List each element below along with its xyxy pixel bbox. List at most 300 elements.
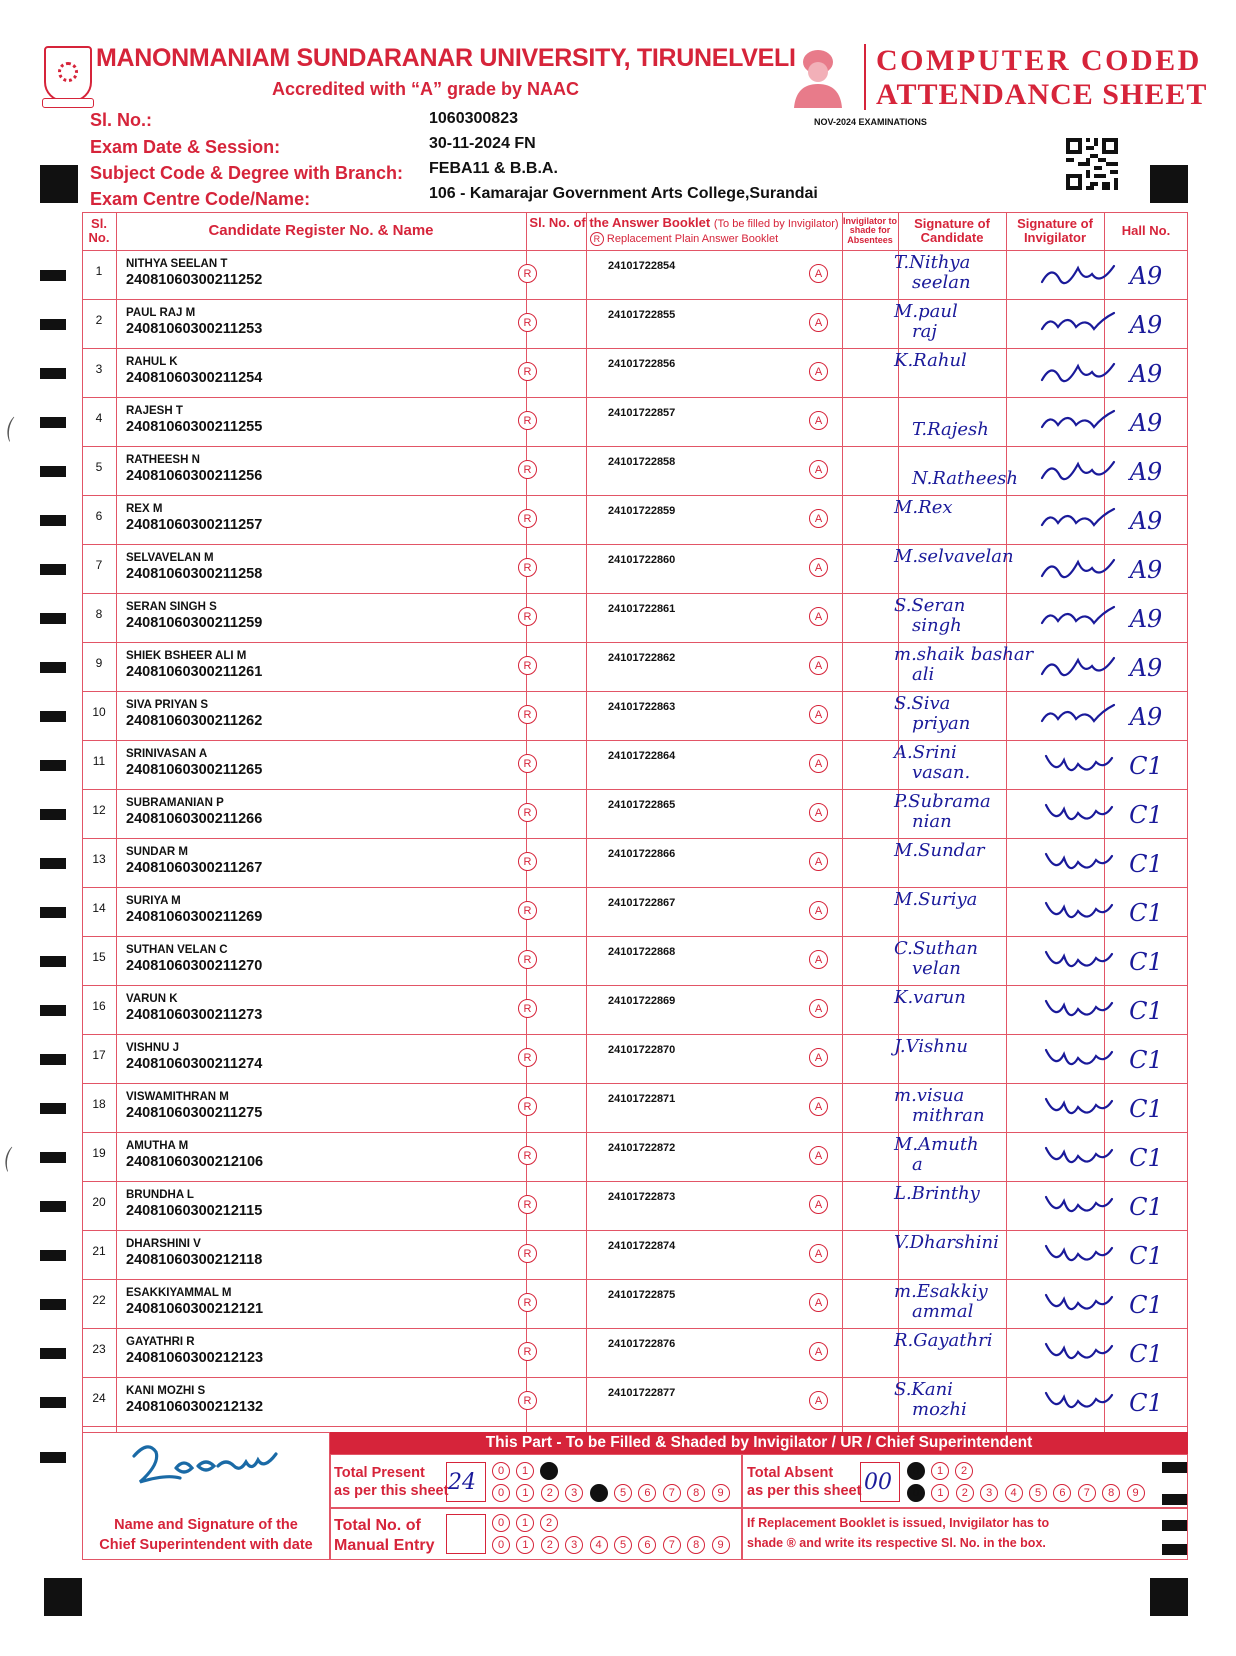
- replacement-bubble[interactable]: R: [518, 362, 537, 381]
- hall-number: C1: [1129, 1291, 1163, 1319]
- absent-units-bubble-4[interactable]: 4: [1005, 1484, 1023, 1502]
- replacement-bubble[interactable]: R: [518, 803, 537, 822]
- hall-number: C1: [1129, 1144, 1163, 1172]
- hall-number: A9: [1129, 360, 1163, 388]
- register-number: 24081060300211275: [126, 1105, 263, 1121]
- register-number: 24081060300211255: [126, 419, 263, 435]
- absent-units-bubble-0[interactable]: 0: [907, 1484, 925, 1502]
- candidate-signature-line-2: priyan: [912, 713, 971, 734]
- absent-tens-bubble-2[interactable]: 2: [955, 1462, 973, 1480]
- table-row: [82, 789, 1188, 838]
- row-sl-no: 15: [92, 950, 106, 964]
- table-row-line: [82, 1426, 1188, 1427]
- timing-mark: [40, 1152, 66, 1163]
- table-row: [82, 1377, 1188, 1426]
- manual-units-bubble-6[interactable]: 6: [638, 1536, 656, 1554]
- replacement-bubble[interactable]: R: [518, 1391, 537, 1410]
- booklet-number: 24101722871: [608, 1093, 676, 1105]
- timing-mark: [40, 1250, 66, 1261]
- hall-number: A9: [1129, 556, 1163, 584]
- manual-units-bubble-1[interactable]: 1: [516, 1536, 534, 1554]
- replacement-bubble[interactable]: R: [518, 313, 537, 332]
- chief-label-line-1: Name and Signature of the: [114, 1517, 298, 1533]
- row-sl-no: 13: [92, 852, 106, 866]
- absent-units-bubble-3[interactable]: 3: [980, 1484, 998, 1502]
- sl-no-value: 1060300823: [429, 110, 518, 127]
- col-header-booklet-note: (To be filled by Invigilator): [713, 217, 839, 230]
- replacement-bubble[interactable]: R: [518, 656, 537, 675]
- candidate-name: DHARSHINI V: [126, 1238, 201, 1250]
- table-row: [82, 1034, 1188, 1083]
- replacement-bubble[interactable]: R: [518, 852, 537, 871]
- register-number: 24081060300211261: [126, 664, 263, 680]
- manual-tens-bubble-0[interactable]: 0: [492, 1514, 510, 1532]
- hall-number: C1: [1129, 1389, 1163, 1417]
- timing-mark: [40, 760, 66, 771]
- timing-mark: [40, 711, 66, 722]
- candidate-signature-line-2: velan: [912, 958, 961, 979]
- present-units-bubble-0[interactable]: 0: [492, 1484, 510, 1502]
- registration-mark: [44, 1578, 82, 1616]
- booklet-number: 24101722860: [608, 554, 676, 566]
- candidate-name: SELVAVELAN M: [126, 552, 214, 564]
- booklet-number: 24101722859: [608, 505, 676, 517]
- table-row: [82, 544, 1188, 593]
- register-number: 24081060300211273: [126, 1007, 263, 1023]
- replacement-note-line-1: If Replacement Booklet is issued, Invigilator has to: [747, 1516, 1050, 1530]
- booklet-number: 24101722877: [608, 1387, 676, 1399]
- exam-date-value: 30-11-2024 FN: [429, 135, 536, 152]
- replacement-bubble[interactable]: R: [518, 1342, 537, 1361]
- candidate-signature-line-2: a: [912, 1154, 923, 1175]
- booklet-number: 24101722872: [608, 1142, 676, 1154]
- col-header-sig-invigilator: [1006, 212, 1104, 250]
- table-row: [82, 593, 1188, 642]
- table-row: [82, 691, 1188, 740]
- timing-mark: [40, 809, 66, 820]
- register-number: 24081060300211253: [126, 321, 263, 337]
- manual-tens-bubble-1[interactable]: 1: [516, 1514, 534, 1532]
- replacement-bubble[interactable]: R: [518, 264, 537, 283]
- absent-entry-value: 00: [864, 1470, 892, 1495]
- present-tens-bubble-0[interactable]: 0: [492, 1462, 510, 1480]
- absent-bubble[interactable]: A: [809, 901, 828, 920]
- col-header-replacement-text: Replacement Plain Answer Booklet: [606, 233, 779, 246]
- candidate-name: SUNDAR M: [126, 846, 188, 858]
- absent-units-bubble-7[interactable]: 7: [1078, 1484, 1096, 1502]
- timing-mark: [40, 368, 66, 379]
- margin-scribble: ⌒: [4, 415, 39, 447]
- timing-mark: [40, 1397, 66, 1408]
- table-row: [82, 1132, 1188, 1181]
- candidate-name: SRINIVASAN A: [126, 748, 208, 760]
- booklet-number: 24101722854: [608, 260, 676, 272]
- register-number: 24081060300211274: [126, 1056, 263, 1072]
- candidate-name: RAHUL K: [126, 356, 178, 368]
- attendance-table: [82, 212, 1188, 1432]
- absent-bubble[interactable]: A: [809, 1391, 828, 1410]
- manual-units-bubble-4[interactable]: 4: [590, 1536, 608, 1554]
- candidate-signature: R.Gayathri: [894, 1330, 993, 1351]
- table-row: [82, 397, 1188, 446]
- col-header-absentee-text: Invigilator to shade for Absentees: [843, 215, 897, 245]
- timing-mark: [40, 564, 66, 575]
- manual-entry-input[interactable]: [446, 1514, 486, 1554]
- founder-portrait-icon: [788, 44, 848, 108]
- candidate-name: RATHEESH N: [126, 454, 200, 466]
- qr-code-icon: [1066, 138, 1118, 190]
- booklet-number: 24101722862: [608, 652, 676, 664]
- replacement-bubble[interactable]: R: [518, 705, 537, 724]
- absent-bubble[interactable]: A: [809, 264, 828, 283]
- candidate-signature-line-2: N.Ratheesh: [912, 468, 1018, 489]
- col-header-hall: [1104, 212, 1188, 250]
- gear-emblem-icon: [58, 62, 78, 82]
- timing-mark: [40, 1452, 66, 1463]
- registration-mark: [1150, 1578, 1188, 1616]
- row-sl-no: 8: [95, 607, 103, 621]
- absent-tens-bubble-0[interactable]: 0: [907, 1462, 925, 1480]
- hall-number: C1: [1129, 752, 1163, 780]
- booklet-number: 24101722874: [608, 1240, 676, 1252]
- present-units-bubble-7[interactable]: 7: [663, 1484, 681, 1502]
- manual-label-line-2: Manual Entry: [334, 1537, 435, 1554]
- booklet-number: 24101722856: [608, 358, 676, 370]
- replacement-note-line-2: shade ® and write its respective Sl. No. in the box.: [747, 1536, 1046, 1550]
- booklet-number: 24101722870: [608, 1044, 676, 1056]
- timing-mark: [40, 466, 66, 477]
- absent-units-bubble-2[interactable]: 2: [956, 1484, 974, 1502]
- candidate-name: REX M: [126, 503, 163, 515]
- timing-mark: [40, 956, 66, 967]
- present-label-line-2: as per this sheet: [334, 1483, 449, 1499]
- register-number: 24081060300212115: [126, 1203, 263, 1219]
- table-row: [82, 642, 1188, 691]
- hall-number: A9: [1129, 507, 1163, 535]
- table-row: [82, 1181, 1188, 1230]
- absent-bubble[interactable]: A: [809, 852, 828, 871]
- row-sl-no: 21: [92, 1244, 106, 1258]
- candidate-signature: M.paul: [894, 301, 958, 322]
- booklet-number: 24101722857: [608, 407, 676, 419]
- candidate-signature: M.Suriya: [894, 889, 978, 910]
- manual-label-line-1: Total No. of: [334, 1517, 421, 1534]
- col-header-sig-candidate-text: Signature of Candidate: [914, 215, 990, 245]
- candidate-signature: M.Sundar: [894, 840, 985, 861]
- manual-units-bubble-8[interactable]: 8: [687, 1536, 705, 1554]
- absent-bubble[interactable]: A: [809, 558, 828, 577]
- manual-units-bubble-3[interactable]: 3: [565, 1536, 583, 1554]
- absent-bubble[interactable]: A: [809, 607, 828, 626]
- row-sl-no: 6: [95, 509, 103, 523]
- invigilator-section-bar: This Part - To be Filled & Shaded by Invigilator / UR / Chief Superintendent: [330, 1432, 1188, 1454]
- candidate-name: VARUN K: [126, 993, 178, 1005]
- register-number: 24081060300211259: [126, 615, 263, 631]
- booklet-number: 24101722855: [608, 309, 676, 321]
- timing-mark: [40, 1201, 66, 1212]
- absent-bubble[interactable]: A: [809, 705, 828, 724]
- absent-bubble[interactable]: A: [809, 1146, 828, 1165]
- table-row: [82, 1279, 1188, 1328]
- present-units-bubble-4[interactable]: 4: [590, 1484, 608, 1502]
- replacement-bubble[interactable]: R: [518, 1146, 537, 1165]
- row-sl-no: 23: [92, 1342, 106, 1356]
- timing-mark: [40, 1348, 66, 1359]
- candidate-signature: L.Brinthy: [894, 1183, 980, 1204]
- absent-bubble[interactable]: A: [809, 362, 828, 381]
- booklet-number: 24101722858: [608, 456, 676, 468]
- register-number: 24081060300211265: [126, 762, 263, 778]
- candidate-name: SUBRAMANIAN P: [126, 797, 224, 809]
- university-name: MANONMANIAM SUNDARANAR UNIVERSITY, TIRUNELVELI: [96, 44, 796, 72]
- register-number: 24081060300212121: [126, 1301, 264, 1317]
- register-number: 24081060300211252: [126, 272, 263, 288]
- margin-scribble: ⌒: [2, 1145, 37, 1177]
- replacement-bubble[interactable]: R: [518, 1195, 537, 1214]
- absent-bubble[interactable]: A: [809, 754, 828, 773]
- replacement-bubble[interactable]: R: [518, 1244, 537, 1263]
- replacement-bubble[interactable]: R: [518, 411, 537, 430]
- exam-date-label: Exam Date & Session:: [90, 137, 281, 157]
- booklet-number: 24101722869: [608, 995, 676, 1007]
- hall-number: C1: [1129, 899, 1163, 927]
- absent-tens-bubble-1[interactable]: 1: [931, 1462, 949, 1480]
- candidate-name: SHIEK BSHEER ALI M: [126, 650, 247, 662]
- hall-number: A9: [1129, 654, 1163, 682]
- register-number: 24081060300212106: [126, 1154, 264, 1170]
- table-row: [82, 299, 1188, 348]
- absent-bubble[interactable]: A: [809, 1244, 828, 1263]
- accreditation-text: Accredited with “A” grade by NAAC: [272, 79, 580, 99]
- hall-number: C1: [1129, 850, 1163, 878]
- present-units-bubble-3[interactable]: 3: [565, 1484, 583, 1502]
- register-number: 24081060300211258: [126, 566, 263, 582]
- hall-number: A9: [1129, 458, 1163, 486]
- timing-mark: [40, 907, 66, 918]
- present-tens-bubble-1[interactable]: 1: [516, 1462, 534, 1480]
- booklet-number: 24101722867: [608, 897, 676, 909]
- absent-bubble[interactable]: A: [809, 1048, 828, 1067]
- table-row: [82, 1230, 1188, 1279]
- present-entry-value: 24: [448, 1470, 476, 1495]
- row-sl-no: 7: [95, 558, 103, 572]
- col-header-candidate: [116, 212, 526, 250]
- col-header-sl-text: Sl. No.: [88, 215, 110, 245]
- absent-units-bubble-8[interactable]: 8: [1102, 1484, 1120, 1502]
- present-units-bubble-2[interactable]: 2: [541, 1484, 559, 1502]
- hall-number: A9: [1129, 703, 1163, 731]
- hall-number: A9: [1129, 409, 1163, 437]
- candidate-name: RAJESH T: [126, 405, 183, 417]
- candidate-signature: M.Rex: [894, 497, 953, 518]
- present-units-bubble-9[interactable]: 9: [712, 1484, 730, 1502]
- candidate-name: BRUNDHA L: [126, 1189, 194, 1201]
- manual-units-bubble-2[interactable]: 2: [541, 1536, 559, 1554]
- row-sl-no: 9: [95, 656, 103, 670]
- candidate-name: AMUTHA M: [126, 1140, 189, 1152]
- table-row: [82, 1083, 1188, 1132]
- replacement-bubble[interactable]: R: [518, 1097, 537, 1116]
- absent-bubble[interactable]: A: [809, 656, 828, 675]
- centre-value: 106 - Kamarajar Government Arts College,Surandai: [429, 185, 818, 202]
- table-row: [82, 495, 1188, 544]
- university-logo: [44, 46, 92, 102]
- absent-units-bubble-9[interactable]: 9: [1127, 1484, 1145, 1502]
- timing-mark: [40, 515, 66, 526]
- absent-bubble[interactable]: A: [809, 950, 828, 969]
- booklet-number: 24101722863: [608, 701, 676, 713]
- absent-bubble[interactable]: A: [809, 803, 828, 822]
- present-units-bubble-8[interactable]: 8: [687, 1484, 705, 1502]
- table-row: [82, 250, 1188, 299]
- logo-ribbon: [42, 98, 94, 108]
- absent-units-bubble-6[interactable]: 6: [1053, 1484, 1071, 1502]
- candidate-signature: J.Vishnu: [894, 1036, 968, 1057]
- row-sl-no: 24: [92, 1391, 106, 1405]
- candidate-name: VISHNU J: [126, 1042, 180, 1054]
- present-units-bubble-5[interactable]: 5: [614, 1484, 632, 1502]
- candidate-signature-line-2: ali: [912, 664, 935, 685]
- present-units-bubble-6[interactable]: 6: [638, 1484, 656, 1502]
- candidate-name: VISWAMITHRAN M: [126, 1091, 229, 1103]
- hall-number: C1: [1129, 997, 1163, 1025]
- candidate-signature: A.Srini: [894, 742, 957, 763]
- row-sl-no: 14: [92, 901, 106, 915]
- replacement-bubble[interactable]: R: [518, 460, 537, 479]
- candidate-name: SUTHAN VELAN C: [126, 944, 228, 956]
- timing-mark: [40, 1005, 66, 1016]
- register-number: 24081060300211257: [126, 517, 263, 533]
- timing-mark: [40, 613, 66, 624]
- replacement-bubble[interactable]: R: [518, 558, 537, 577]
- candidate-name: SERAN SINGH S: [126, 601, 217, 613]
- row-sl-no: 19: [92, 1146, 106, 1160]
- manual-tens-bubble-2[interactable]: 2: [540, 1514, 558, 1532]
- timing-mark: [40, 1103, 66, 1114]
- sl-no-label: Sl. No.:: [90, 110, 152, 130]
- register-number: 24081060300212132: [126, 1399, 264, 1415]
- centre-label: Exam Centre Code/Name:: [90, 189, 311, 209]
- subject-label: Subject Code & Degree with Branch:: [90, 163, 404, 183]
- present-tens-bubble-2[interactable]: 2: [540, 1462, 558, 1480]
- candidate-signature-line-2: nian: [912, 811, 952, 832]
- row-sl-no: 4: [95, 411, 103, 425]
- absent-units-bubble-5[interactable]: 5: [1029, 1484, 1047, 1502]
- replacement-symbol-icon: R: [590, 232, 604, 246]
- absent-bubble[interactable]: A: [809, 1195, 828, 1214]
- absent-units-bubble-1[interactable]: 1: [931, 1484, 949, 1502]
- replacement-bubble[interactable]: R: [518, 999, 537, 1018]
- candidate-signature: m.shaik bashar: [894, 644, 1034, 665]
- absent-bubble[interactable]: A: [809, 313, 828, 332]
- candidate-name: GAYATHRI R: [126, 1336, 195, 1348]
- timing-mark: [40, 1299, 66, 1310]
- present-units-bubble-1[interactable]: 1: [516, 1484, 534, 1502]
- register-number: 24081060300211270: [126, 958, 263, 974]
- row-sl-no: 16: [92, 999, 106, 1013]
- booklet-number: 24101722866: [608, 848, 676, 860]
- absent-bubble[interactable]: A: [809, 460, 828, 479]
- candidate-name: PAUL RAJ M: [126, 307, 196, 319]
- timing-mark: [40, 319, 66, 330]
- col-header-hall-text: Hall No.: [1121, 222, 1171, 238]
- exam-tag: NOV-2024 EXAMINATIONS: [814, 117, 927, 127]
- timing-mark: [40, 858, 66, 869]
- hall-number: C1: [1129, 1242, 1163, 1270]
- table-row: [82, 887, 1188, 936]
- hall-number: C1: [1129, 948, 1163, 976]
- register-number: 24081060300212123: [126, 1350, 264, 1366]
- booklet-number: 24101722875: [608, 1289, 676, 1301]
- hall-number: C1: [1129, 1193, 1163, 1221]
- col-header-absentee: [842, 212, 898, 250]
- row-sl-no: 17: [92, 1048, 106, 1062]
- manual-units-bubble-5[interactable]: 5: [614, 1536, 632, 1554]
- table-row: [82, 348, 1188, 397]
- sheet-title-line-1: COMPUTER CODED: [876, 44, 1202, 77]
- candidate-signature: M.Amuth: [894, 1134, 979, 1155]
- manual-units-bubble-7[interactable]: 7: [663, 1536, 681, 1554]
- hall-number: A9: [1129, 311, 1163, 339]
- absent-bubble[interactable]: A: [809, 999, 828, 1018]
- candidate-signature: P.Subrama: [894, 791, 991, 812]
- absent-bubble[interactable]: A: [809, 509, 828, 528]
- candidate-signature-line-2: vasan.: [912, 762, 971, 783]
- col-header-candidate-text: Candidate Register No. & Name: [208, 221, 434, 239]
- replacement-bubble[interactable]: R: [518, 607, 537, 626]
- replacement-bubble[interactable]: R: [518, 509, 537, 528]
- booklet-number: 24101722861: [608, 603, 676, 615]
- row-sl-no: 10: [92, 705, 106, 719]
- booklet-number: 24101722864: [608, 750, 676, 762]
- row-sl-no: 5: [95, 460, 103, 474]
- row-sl-no: 3: [95, 362, 103, 376]
- absent-bubble[interactable]: A: [809, 1342, 828, 1361]
- absent-label-line-2: as per this sheet: [747, 1483, 862, 1499]
- table-row: [82, 446, 1188, 495]
- register-number: 24081060300211254: [126, 370, 263, 386]
- col-header-sig-candidate: [898, 212, 1006, 250]
- booklet-number: 24101722873: [608, 1191, 676, 1203]
- hall-number: C1: [1129, 1046, 1163, 1074]
- col-header-booklet: [526, 212, 842, 250]
- absent-bubble[interactable]: A: [809, 1293, 828, 1312]
- candidate-signature: m.visua: [894, 1085, 965, 1106]
- candidate-name: KANI MOZHI S: [126, 1385, 206, 1397]
- manual-units-bubble-9[interactable]: 9: [712, 1536, 730, 1554]
- replacement-bubble[interactable]: R: [518, 950, 537, 969]
- hall-number: A9: [1129, 262, 1163, 290]
- row-sl-no: 11: [92, 754, 106, 768]
- absent-bubble[interactable]: A: [809, 411, 828, 430]
- replacement-bubble[interactable]: R: [518, 1293, 537, 1312]
- present-label-line-1: Total Present: [334, 1465, 425, 1481]
- replacement-bubble[interactable]: R: [518, 1048, 537, 1067]
- row-sl-no: 22: [92, 1293, 106, 1307]
- replacement-bubble[interactable]: R: [518, 901, 537, 920]
- manual-units-bubble-0[interactable]: 0: [492, 1536, 510, 1554]
- replacement-bubble[interactable]: R: [518, 754, 537, 773]
- candidate-name: NITHYA SEELAN T: [126, 258, 228, 270]
- col-header-sig-invigilator-text: Signature of Invigilator: [1017, 215, 1093, 245]
- candidate-signature: K.varun: [894, 987, 966, 1008]
- absent-bubble[interactable]: A: [809, 1097, 828, 1116]
- table-row: [82, 1328, 1188, 1377]
- candidate-signature-line-2: singh: [912, 615, 962, 636]
- chief-label-line-2: Chief Superintendent with date: [99, 1537, 313, 1553]
- hall-number: C1: [1129, 801, 1163, 829]
- table-row: [82, 936, 1188, 985]
